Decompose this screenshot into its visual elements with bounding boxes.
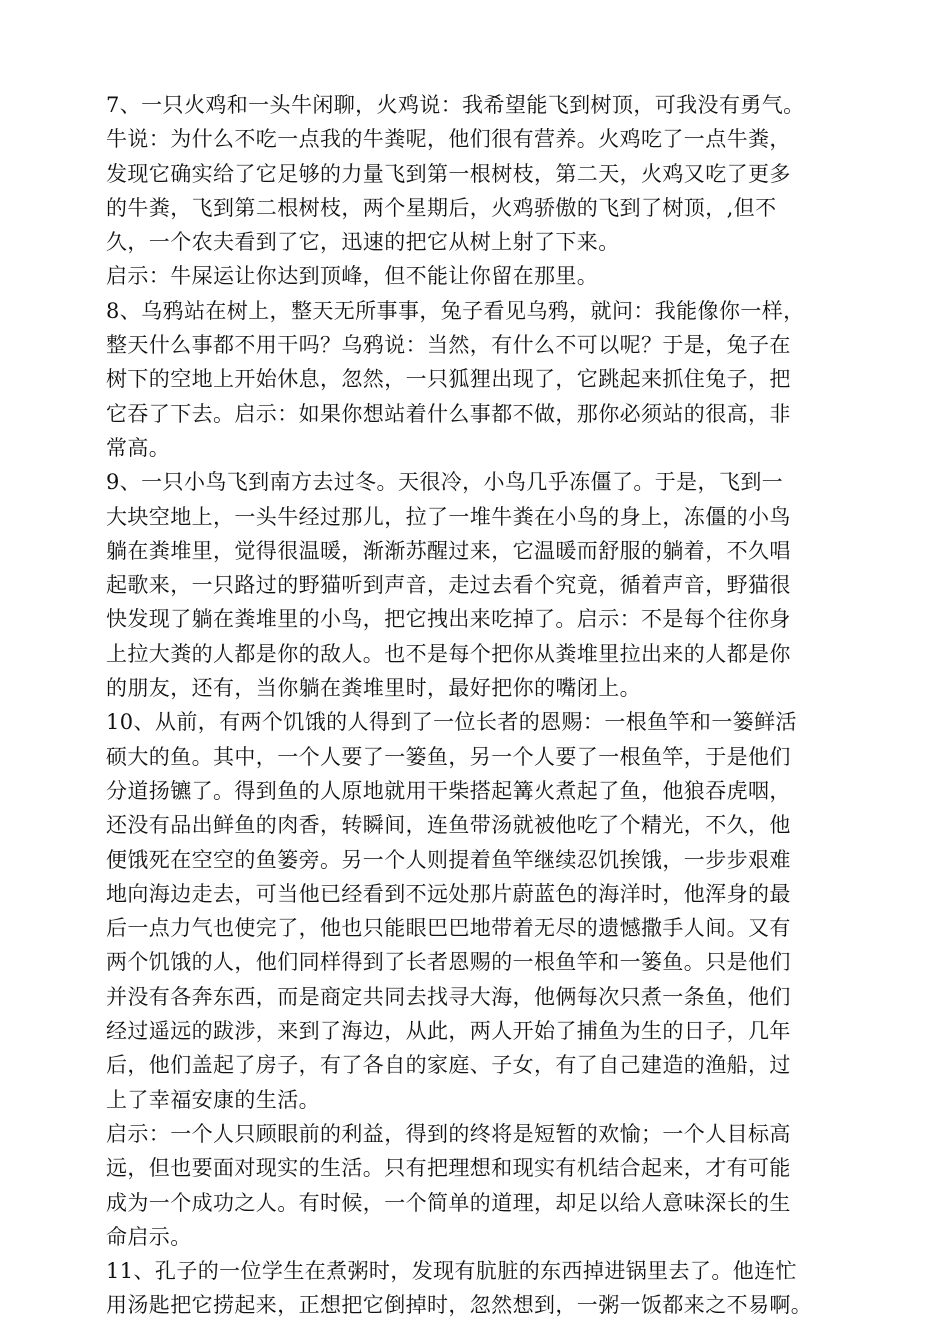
text-line: 起歌来，一只路过的野猫听到声音，走过去看个究竟，循着声音，野猫很 [106,573,791,598]
text-line: 的牛粪，飞到第二根树枝，两个星期后，火鸡骄傲的飞到了树顶，,但不 [106,195,777,220]
text-line: 经过遥远的跋涉，来到了海边，从此，两人开始了捕鱼为生的日子，几年 [106,1019,791,1044]
text-line: 还没有品出鲜鱼的肉香，转瞬间，连鱼带汤就被他吃了个精光，不久，他 [106,813,791,838]
text-line: 7、一只火鸡和一头牛闲聊，火鸡说：我希望能飞到树顶，可我没有勇气。 [106,93,805,117]
text-line: 11、孔子的一位学生在煮粥时，发现有肮脏的东西掉进锅里去了。他连忙 [106,1259,797,1284]
text-line: 上拉大粪的人都是你的敌人。也不是每个把你从粪堆里拉出来的人都是你 [106,641,791,666]
text-line: 大块空地上，一头牛经过那儿，拉了一堆牛粪在小鸟的身上，冻僵的小鸟 [106,504,791,529]
text-line: 命启示。 [106,1224,192,1249]
text-line: 硕大的鱼。其中，一个人要了一篓鱼，另一个人要了一根鱼竿，于是他们 [106,744,791,769]
text-line: 躺在粪堆里，觉得很温暖，渐渐苏醒过来，它温暖而舒服的躺着，不久唱 [106,538,791,563]
text-line: 成为一个成功之人。有时候，一个简单的道理，却足以给人意味深长的生 [106,1190,791,1215]
text-line: 发现它确实给了它足够的力量飞到第一根树枝，第二天，火鸡又吃了更多 [106,161,791,186]
text-line: 快发现了躺在粪堆里的小鸟，把它拽出来吃掉了。启示：不是每个往你身 [106,607,791,632]
text-line: 两个饥饿的人，他们同样得到了长者恩赐的一根鱼竿和一篓鱼。只是他们 [106,950,791,975]
text-line: 远，但也要面对现实的生活。只有把理想和现实有机结合起来，才有可能 [106,1156,791,1181]
text-line: 的朋友，还有，当你躺在粪堆里时，最好把你的嘴闭上。 [106,676,641,701]
text-line: 上了幸福安康的生活。 [106,1087,320,1112]
text-line: 后，他们盖起了房子，有了各自的家庭、子女，有了自己建造的渔船，过 [106,1053,791,1078]
text-line: 久，一个农夫看到了它，迅速的把它从树上射了下来。 [106,230,620,255]
text-line: 分道扬镳了。得到鱼的人原地就用干柴搭起篝火煮起了鱼，他狼吞虎咽， [106,778,791,803]
text-line: 常高。 [106,435,171,460]
text-line: 10、从前，有两个饥饿的人得到了一位长者的恩赐：一根鱼竿和一篓鲜活 [106,710,797,735]
text-line: 地向海边走去，可当他已经看到不远处那片蔚蓝色的海洋时，他浑身的最 [106,881,791,906]
text-line: 便饿死在空空的鱼篓旁。另一个人则提着鱼竿继续忍饥挨饿，一步步艰难 [106,847,791,872]
text-line: 后一点力气也使完了，他也只能眼巴巴地带着无尽的遗憾撒手人间。又有 [106,916,791,941]
document-body [106,88,866,1323]
text-line: 启示：牛屎运让你达到顶峰，但不能让你留在那里。 [106,264,599,289]
text-line: 用汤匙把它捞起来，正想把它倒掉时，忽然想到，一粥一饭都来之不易啊。 [106,1293,813,1318]
text-line: 树下的空地上开始休息，忽然，一只狐狸出现了，它跳起来抓住兔子，把 [106,367,791,392]
text-line: 它吞了下去。启示：如果你想站着什么事都不做，那你必须站的很高，非 [106,401,791,426]
text-line: 启示：一个人只顾眼前的利益，得到的终将是短暂的欢愉；一个人目标高 [106,1121,791,1146]
text-line: 9、一只小鸟飞到南方去过冬。天很冷，小鸟几乎冻僵了。于是，飞到一 [106,470,784,495]
text-line: 并没有各奔东西，而是商定共同去找寻大海，他俩每次只煮一条鱼，他们 [106,984,791,1009]
text-line: 整天什么事都不用干吗？乌鸦说：当然，有什么不可以呢？于是，兔子在 [106,333,791,358]
text-line: 8、乌鸦站在树上，整天无所事事，兔子看见乌鸦，就问：我能像你一样， [106,298,805,323]
text-line: 牛说：为什么不吃一点我的牛粪呢，他们很有营养。火鸡吃了一点牛粪， [106,127,791,152]
